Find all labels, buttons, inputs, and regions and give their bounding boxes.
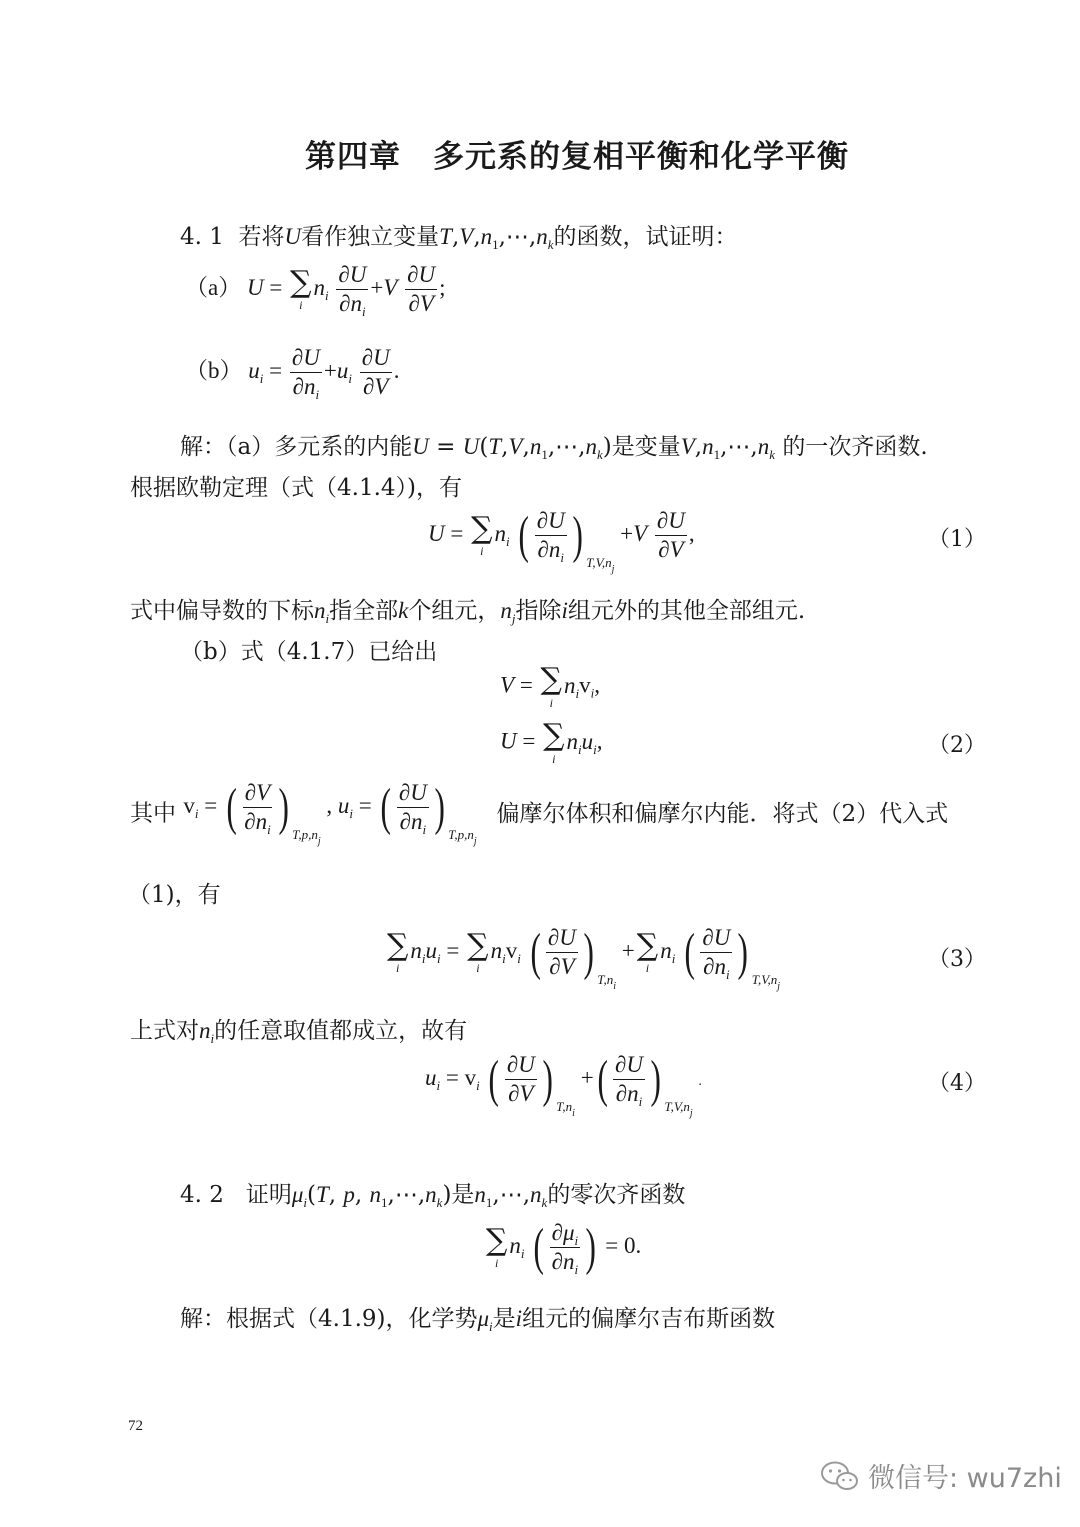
equation-4: $u_i = v_i$ ( $\frac{\partial U}{\partial V}$ ) $_{T,n_i}$ + ( $\frac{\partial U}{\partial n_i}$ ) $_{T,V,n_j}$ . xyxy=(425,1050,702,1120)
chapter-title: 第四章 多元系的复相平衡和化学平衡 xyxy=(305,139,849,175)
solution-line-4: （b）式（4.1.7）已给出 xyxy=(180,639,438,665)
text: 是 xyxy=(492,1306,516,1332)
equation-number-1: （1） xyxy=(928,527,986,552)
problem-number: 4. 1 xyxy=(180,224,224,250)
equation-number-3: （3） xyxy=(928,947,986,972)
problem-4-1-statement: 4. 1 若将U看作独立变量$T,V,n_1,\cdots,n_k$的函数，试证明： xyxy=(180,224,738,252)
equation-4-2: ∑ i $n_i$ ( $\frac{\partial\mu_i}{\partial n_i}$ ) = 0. xyxy=(486,1218,642,1278)
solution-line-3: 式中偏导数的下标$n_i$指全部k个组元，$n_j$指除i组元外的其他全部组元. xyxy=(130,598,806,626)
equation-number-2: （2） xyxy=(928,733,986,758)
equation-1: U = ∑ i $n_i$ ( $\frac{\partial U}{\partial n_i}$ ) $_{T,V,n_j}$ +V $\frac{\partial U}{\partial V}$ , xyxy=(428,506,695,576)
label-a: （a） xyxy=(185,275,242,301)
solution-line-1: 解：（a）多元系的内能$U = U(T,V,n_1,\cdots,n_k)$是变量$V,n_1,\cdots,n_k$ 的一次齐函数. xyxy=(180,434,928,462)
text: 指全部 xyxy=(329,598,399,624)
equation-a: （a） U = ∑ i $n_i$ $\frac{\partial U}{\partial n_i}$ +V $\frac{\partial U}{\partial V}$ ; xyxy=(185,262,446,320)
text: 组元外的其他全部组元. xyxy=(567,598,806,624)
text: 若将 xyxy=(238,224,285,250)
equation-b: （b） $u_i$ = $\frac{\partial U}{\partial n_i}$ $+u_i$ $\frac{\partial U}{\partial V}$ . xyxy=(185,345,400,403)
text: 解：（a）多元系的内能 xyxy=(180,434,413,460)
page-number: 72 xyxy=(128,1418,143,1434)
watermark-text: 微信号: wu7zhi xyxy=(868,1463,1062,1494)
text: 的零次齐函数 xyxy=(547,1182,686,1208)
text: 其中 xyxy=(130,800,176,827)
wechat-icon xyxy=(820,1460,860,1492)
problem-4-2-statement: 4. 2 证明$\mu_i(T$, p, $n_1,\cdots,n_k$)是$n_1,\cdots,n_k$的零次齐函数 xyxy=(180,1182,686,1210)
text: 组元的偏摩尔吉布斯函数 xyxy=(522,1306,776,1332)
watermark xyxy=(820,1456,1062,1495)
equation-3: ∑ i $n_iu_i$ = ∑ i $n_iv_i$ ( $\frac{\partial U}{\partial V}$ ) $_{T,n_i}$ + ∑ i $n_i$ ( $\frac{\partial U}{\partial n_i}$ ) $_{T,V,n_j}$ xyxy=(387,923,781,993)
text: 个组元， xyxy=(408,598,501,624)
solution-line-7: 上式对$n_i$的任意取值都成立，故有 xyxy=(130,1018,468,1046)
equation-2b: U = ∑ i $n_iu_i$, xyxy=(500,718,603,766)
equation-2a: V = ∑ i $n_iv_i$, xyxy=(500,662,600,710)
text: 证明 xyxy=(245,1182,292,1208)
label-b: （b） xyxy=(185,358,243,384)
text: 指除 xyxy=(515,598,562,624)
text: 式中偏导数的下标 xyxy=(130,598,314,624)
solution-line-6: （1)，有 xyxy=(128,882,221,908)
text: 偏摩尔体积和偏摩尔内能．将式（2）代入式 xyxy=(496,800,949,827)
solution-4-2-line-1: 解：根据式（4.1.9)，化学势$\mu_i$是i组元的偏摩尔吉布斯函数 xyxy=(180,1306,776,1334)
text: 是 xyxy=(451,1182,475,1208)
equation-number-4: （4） xyxy=(928,1071,986,1096)
text: 上式对 xyxy=(130,1018,199,1044)
problem-number: 4. 2 xyxy=(180,1182,224,1208)
text: 看作独立变量 xyxy=(301,224,440,250)
solution-line-5: 其中 $v_i$ = ( $\frac{\partial V}{\partial n_i}$ ) $_{T,p,n_j}$ , $u_i$ = ( $\frac{\partial U}{\partial n_i}$ ) $_{T,p,n_j}$ 偏摩尔体积和偏摩尔内能．将式（2）代入式 xyxy=(130,778,949,848)
text: 的任意取值都成立，故有 xyxy=(214,1018,468,1044)
text: 的函数，试证明： xyxy=(553,224,738,250)
text: 是变量 xyxy=(611,434,681,460)
solution-line-2: 根据欧勒定理（式（4.1.4）)，有 xyxy=(130,475,462,501)
text: 的一次齐函数. xyxy=(782,434,928,460)
text: 解：根据式（4.1.9)，化学势 xyxy=(180,1306,478,1332)
